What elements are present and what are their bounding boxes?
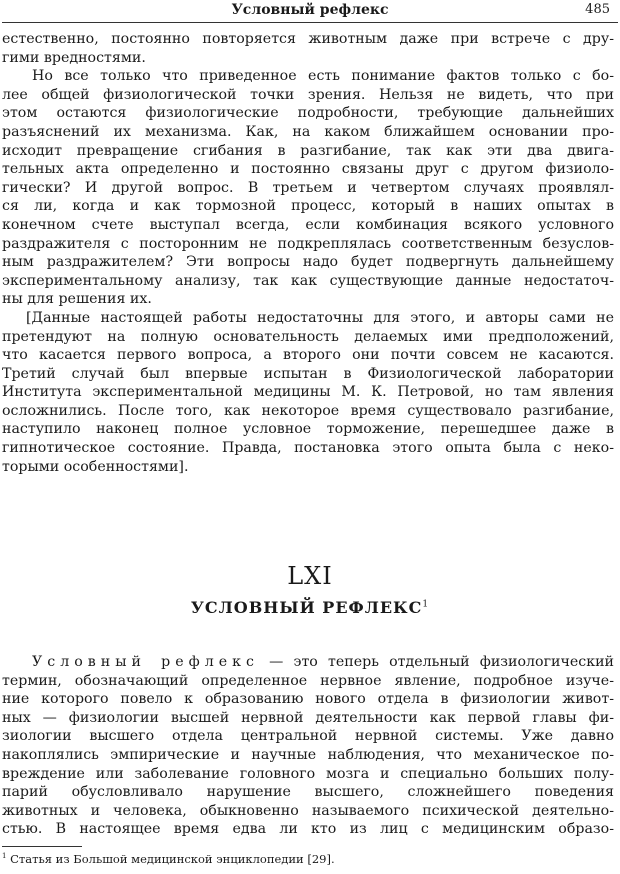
text-line: стью. В настоящее время едва ли кто из лиц с медицинским образо-: [2, 821, 614, 838]
chapter-title-text: УСЛОВНЫЙ РЕФЛЕКС: [190, 598, 423, 617]
footnote-rule: [2, 846, 82, 847]
body-text-block: [2, 653, 614, 839]
text-line: гически? И другой вопрос. В третьем и четвертом случаях проявлял-: [2, 179, 614, 196]
text-line: вреждение или заболевание головного мозга и специально больших полу-: [2, 765, 614, 782]
text-line: термин, обозначающий определенное нервное явление, подробное изуче-: [2, 672, 614, 689]
text-line: Но все только что приведенное есть понимание фактов только с бо-: [32, 68, 614, 85]
text-line: Третий случай был впервые испытан в Физиологической лаборатории: [2, 365, 614, 382]
text-line: исходит превращение сгибания в разгибание, так как эти два двига-: [2, 142, 614, 159]
text-line: гипнотическое состояние. Правда, постановка этого опыта была с неко-: [2, 440, 614, 457]
footnote-mark: 1: [2, 852, 7, 861]
text-line: ным раздражителем? Эти вопросы надо будет подвергнуть дальнейшему: [2, 254, 614, 271]
footnote: [2, 852, 335, 866]
running-header: [0, 0, 620, 24]
text-line: ны для решения их.: [2, 291, 152, 308]
text-line: лее общей физиологической точки зрения. Нельзя не видеть, что при: [2, 86, 614, 103]
text-line: конечном счете выступал всегда, если комбинация всякого условного: [2, 216, 614, 233]
chapter-title: [0, 598, 620, 617]
text-line: ние которого повело к образованию нового отдела в физиологии живот-: [2, 691, 614, 708]
text-line: накоплялись эмпирические и научные наблюдения, что механическое по-: [2, 746, 614, 763]
text-line: этом остаются физиологические подробности, требующие дальнейших: [2, 105, 614, 122]
text-line: торыми особенностями].: [2, 458, 189, 475]
top-text-block: [2, 30, 614, 476]
text-line: Института экспериментальной медицины М. К. Петровой, но там явления: [2, 384, 614, 401]
running-title: Условный рефлекс: [231, 2, 389, 18]
text-line: раздражителя с посторонним не подкреплялась соответственным безуслов-: [2, 235, 614, 252]
text-line: зиологии высшего отдела центральной нервной системы. Уже давно: [2, 728, 614, 745]
text-line: ных — физиологии высшей нервной деятельности как первой главы фи-: [2, 709, 614, 726]
text-line: гими вредностями.: [2, 49, 146, 66]
text-line: что касается первого вопроса, а второго они почти совсем не касаются.: [2, 347, 614, 364]
text-line: естественно, постоянно повторяется животным даже при встрече с дру-: [2, 31, 614, 47]
text-line: тельных акта определенно и постоянно связаны друг с другом физиоло-: [2, 161, 614, 178]
text-line: претендуют на полную основательность делаемых ими предположений,: [2, 328, 614, 345]
text-line: ся ли, когда и как тормозной процесс, который в наших опытах в: [2, 198, 614, 215]
text-line: осложнились. После того, как некоторое время существовало разгибание,: [2, 402, 614, 419]
text-line: [Данные настоящей работы недостаточны для этого, и авторы сами не: [26, 309, 614, 326]
text-line: разъяснений их механизма. Как, на каком ближайшем основании про-: [2, 123, 614, 140]
chapter-footnote-mark: 1: [422, 599, 430, 610]
text-line: экспериментальному анализу, так как существующие данные недостаточ-: [2, 272, 614, 289]
text-line: животных и человека, обыкновенно называемого психической деятельно-: [2, 802, 614, 819]
text-line: парий обусловливало нарушение высшего, сложнейшего поведения: [2, 784, 614, 801]
header-rule: [2, 22, 618, 23]
first-line-rest: — это теперь отдельный физиологический: [258, 654, 614, 670]
spaced-term: Условный рефлекс: [32, 654, 259, 670]
footnote-text: Статья из Большой медицинской энциклопедии [29].: [10, 852, 335, 866]
page-number: 485: [585, 2, 610, 17]
text-line: наступило наконец полное условное торможение, перешедшее даже в: [2, 421, 614, 438]
text-line-first: [2, 653, 614, 672]
chapter-number: LXI: [287, 562, 333, 590]
